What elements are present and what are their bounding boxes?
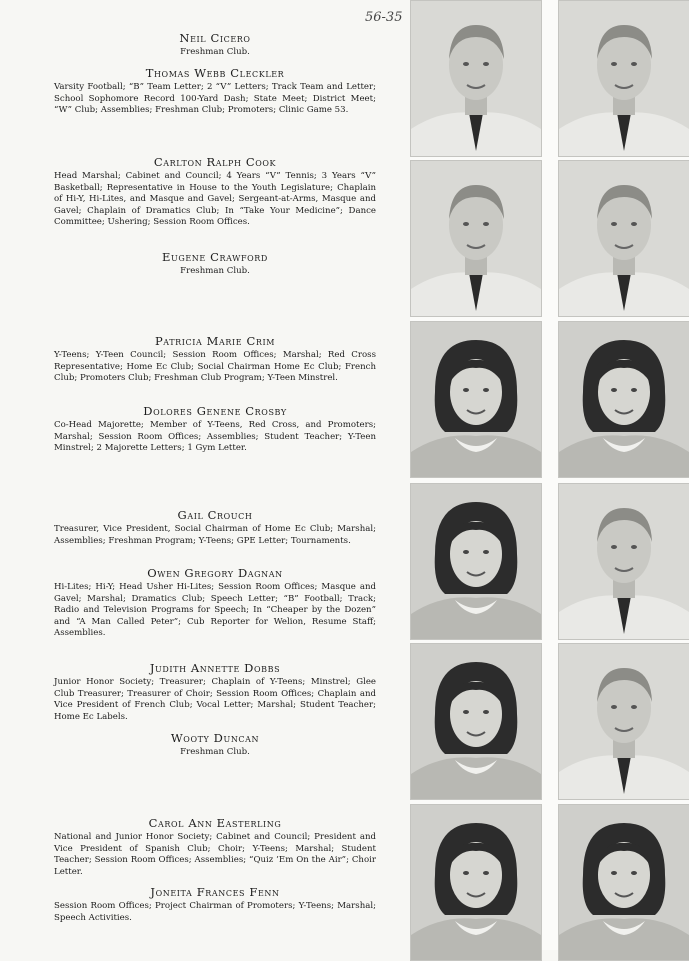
student-entry [54,250,376,278]
portrait-photo [559,161,689,316]
student-name: Carlton Ralph Cook [153,155,277,169]
student-activities: Freshman Club. [180,747,250,757]
student-entry [54,885,376,924]
student-portrait-female [410,643,542,800]
student-activities: Freshman Club. [180,47,250,57]
student-portrait-male [558,0,689,157]
student-portrait-male [410,160,542,317]
student-name: Carol Ann Easterling [148,816,282,830]
student-activities: National and Junior Honor Society; Cabinet and Council; President and Vice President of Spanish Club; Choir; Y-Teens; Marshal; Student Teacher; Session Room Offices; Assemblies; “Quiz ’Em On the Air”; Choir Letter. [54,832,376,877]
student-name: Dolores Genene Crosby [143,404,287,418]
student-activities: Freshman Club. [180,266,250,276]
student-entry [54,661,376,723]
student-activities: Junior Honor Society; Treasurer; Chaplain of Y-Teens; Minstrel; Glee Club Treasurer; Treasurer of Choir; Session Room Offices; Chaplain and Vice President of French Club; Vocal Letter; Marshal; Student Teacher; Home Ec Labels. [54,677,376,722]
portrait-photo [411,484,541,639]
student-name: Patricia Marie Crim [154,334,276,348]
student-portrait-male [558,643,689,800]
handwritten-page-note: 56-35 [365,10,403,25]
student-name: Judith Annette Dobbs [149,661,281,675]
student-name: Eugene Crawford [162,250,268,264]
student-entry [54,731,376,759]
student-activities: Varsity Football; “B” Team Letter; 2 “V” Letters; Track Team and Letter; School Sophomore Record 100-Yard Dash; State Meet; District Meet; “W” Club; Assemblies; Freshman Club; Promoters; Clinic Game 53. [54,82,376,116]
portrait-photo [411,161,541,316]
student-activities: Head Marshal; Cabinet and Council; 4 Years “V” Tennis; 3 Years “V” Basketball; Representative in House to the Youth Legislature; Chaplain of Hi-Y, Hi-Lites, and Masque and Gavel; Sergeant-at-Arms, Masque and Gavel; Chaplain of Dramatics Club; In “Take Your Medicine”; Dance Committee; Ushering; Session Room Offices. [54,171,376,228]
portrait-photo [411,322,541,477]
student-name: Joneita Frances Fenn [150,885,280,899]
student-portrait-male [558,160,689,317]
student-name: Wooty Duncan [170,731,260,745]
student-portrait-female [410,804,542,961]
student-text-column [54,0,376,950]
student-activities: Y-Teens; Y-Teen Council; Session Room Offices; Marshal; Red Cross Representative; Home Ec Club; Social Chairman Home Ec Club; French Club; Promoters Club; Freshman Club Program; Y-Teen Minstrel. [54,350,376,384]
student-activities: Co-Head Majorette; Member of Y-Teens, Red Cross, and Promoters; Marshal; Session Room Offices; Assemblies; Student Teacher; Y-Teen Minstrel; 2 Majorette Letters; 1 Gym Letter. [54,420,376,454]
student-name: Gail Crouch [177,508,253,522]
student-entry [54,508,376,547]
student-name: Thomas Webb Cleckler [145,66,285,80]
student-entry [54,31,376,59]
portrait-photo [411,644,541,799]
student-name: Owen Gregory Dagnan [147,566,283,580]
student-activities: Session Room Offices; Project Chairman of Promoters; Y-Teens; Marshal; Speech Activities. [54,901,376,923]
portrait-photo [559,322,689,477]
student-portrait-male [410,0,542,157]
student-activities: Hi-Lites; Hi-Y; Head Usher Hi-Lites; Session Room Offices; Masque and Gavel; Marshal; Dramatics Club; Speech Letter; “B” Football; Track; Radio and Television Programs for Speech; In “Cheaper by the Dozen” and “A Man Called Peter”; Cub Reporter for Welion, Resume Staff; Assemblies. [54,582,376,639]
portrait-photo [411,805,541,960]
portrait-grid [410,0,689,950]
student-entry [54,155,376,229]
student-portrait-female [410,321,542,478]
student-portrait-female [558,321,689,478]
student-entry [54,334,376,385]
student-portrait-female [410,483,542,640]
portrait-photo [411,1,541,156]
portrait-photo [559,644,689,799]
portrait-photo [559,1,689,156]
student-entry [54,566,376,640]
student-name: Neil Cicero [179,31,251,45]
portrait-photo [559,484,689,639]
student-entry [54,66,376,117]
student-portrait-male [558,483,689,640]
portrait-photo [559,805,689,960]
student-activities: Treasurer, Vice President, Social Chairman of Home Ec Club; Marshal; Assemblies; Freshman Program; Y-Teens; GPE Letter; Tournaments. [54,524,376,546]
student-entry [54,404,376,455]
student-entry [54,816,376,878]
student-portrait-female [558,804,689,961]
